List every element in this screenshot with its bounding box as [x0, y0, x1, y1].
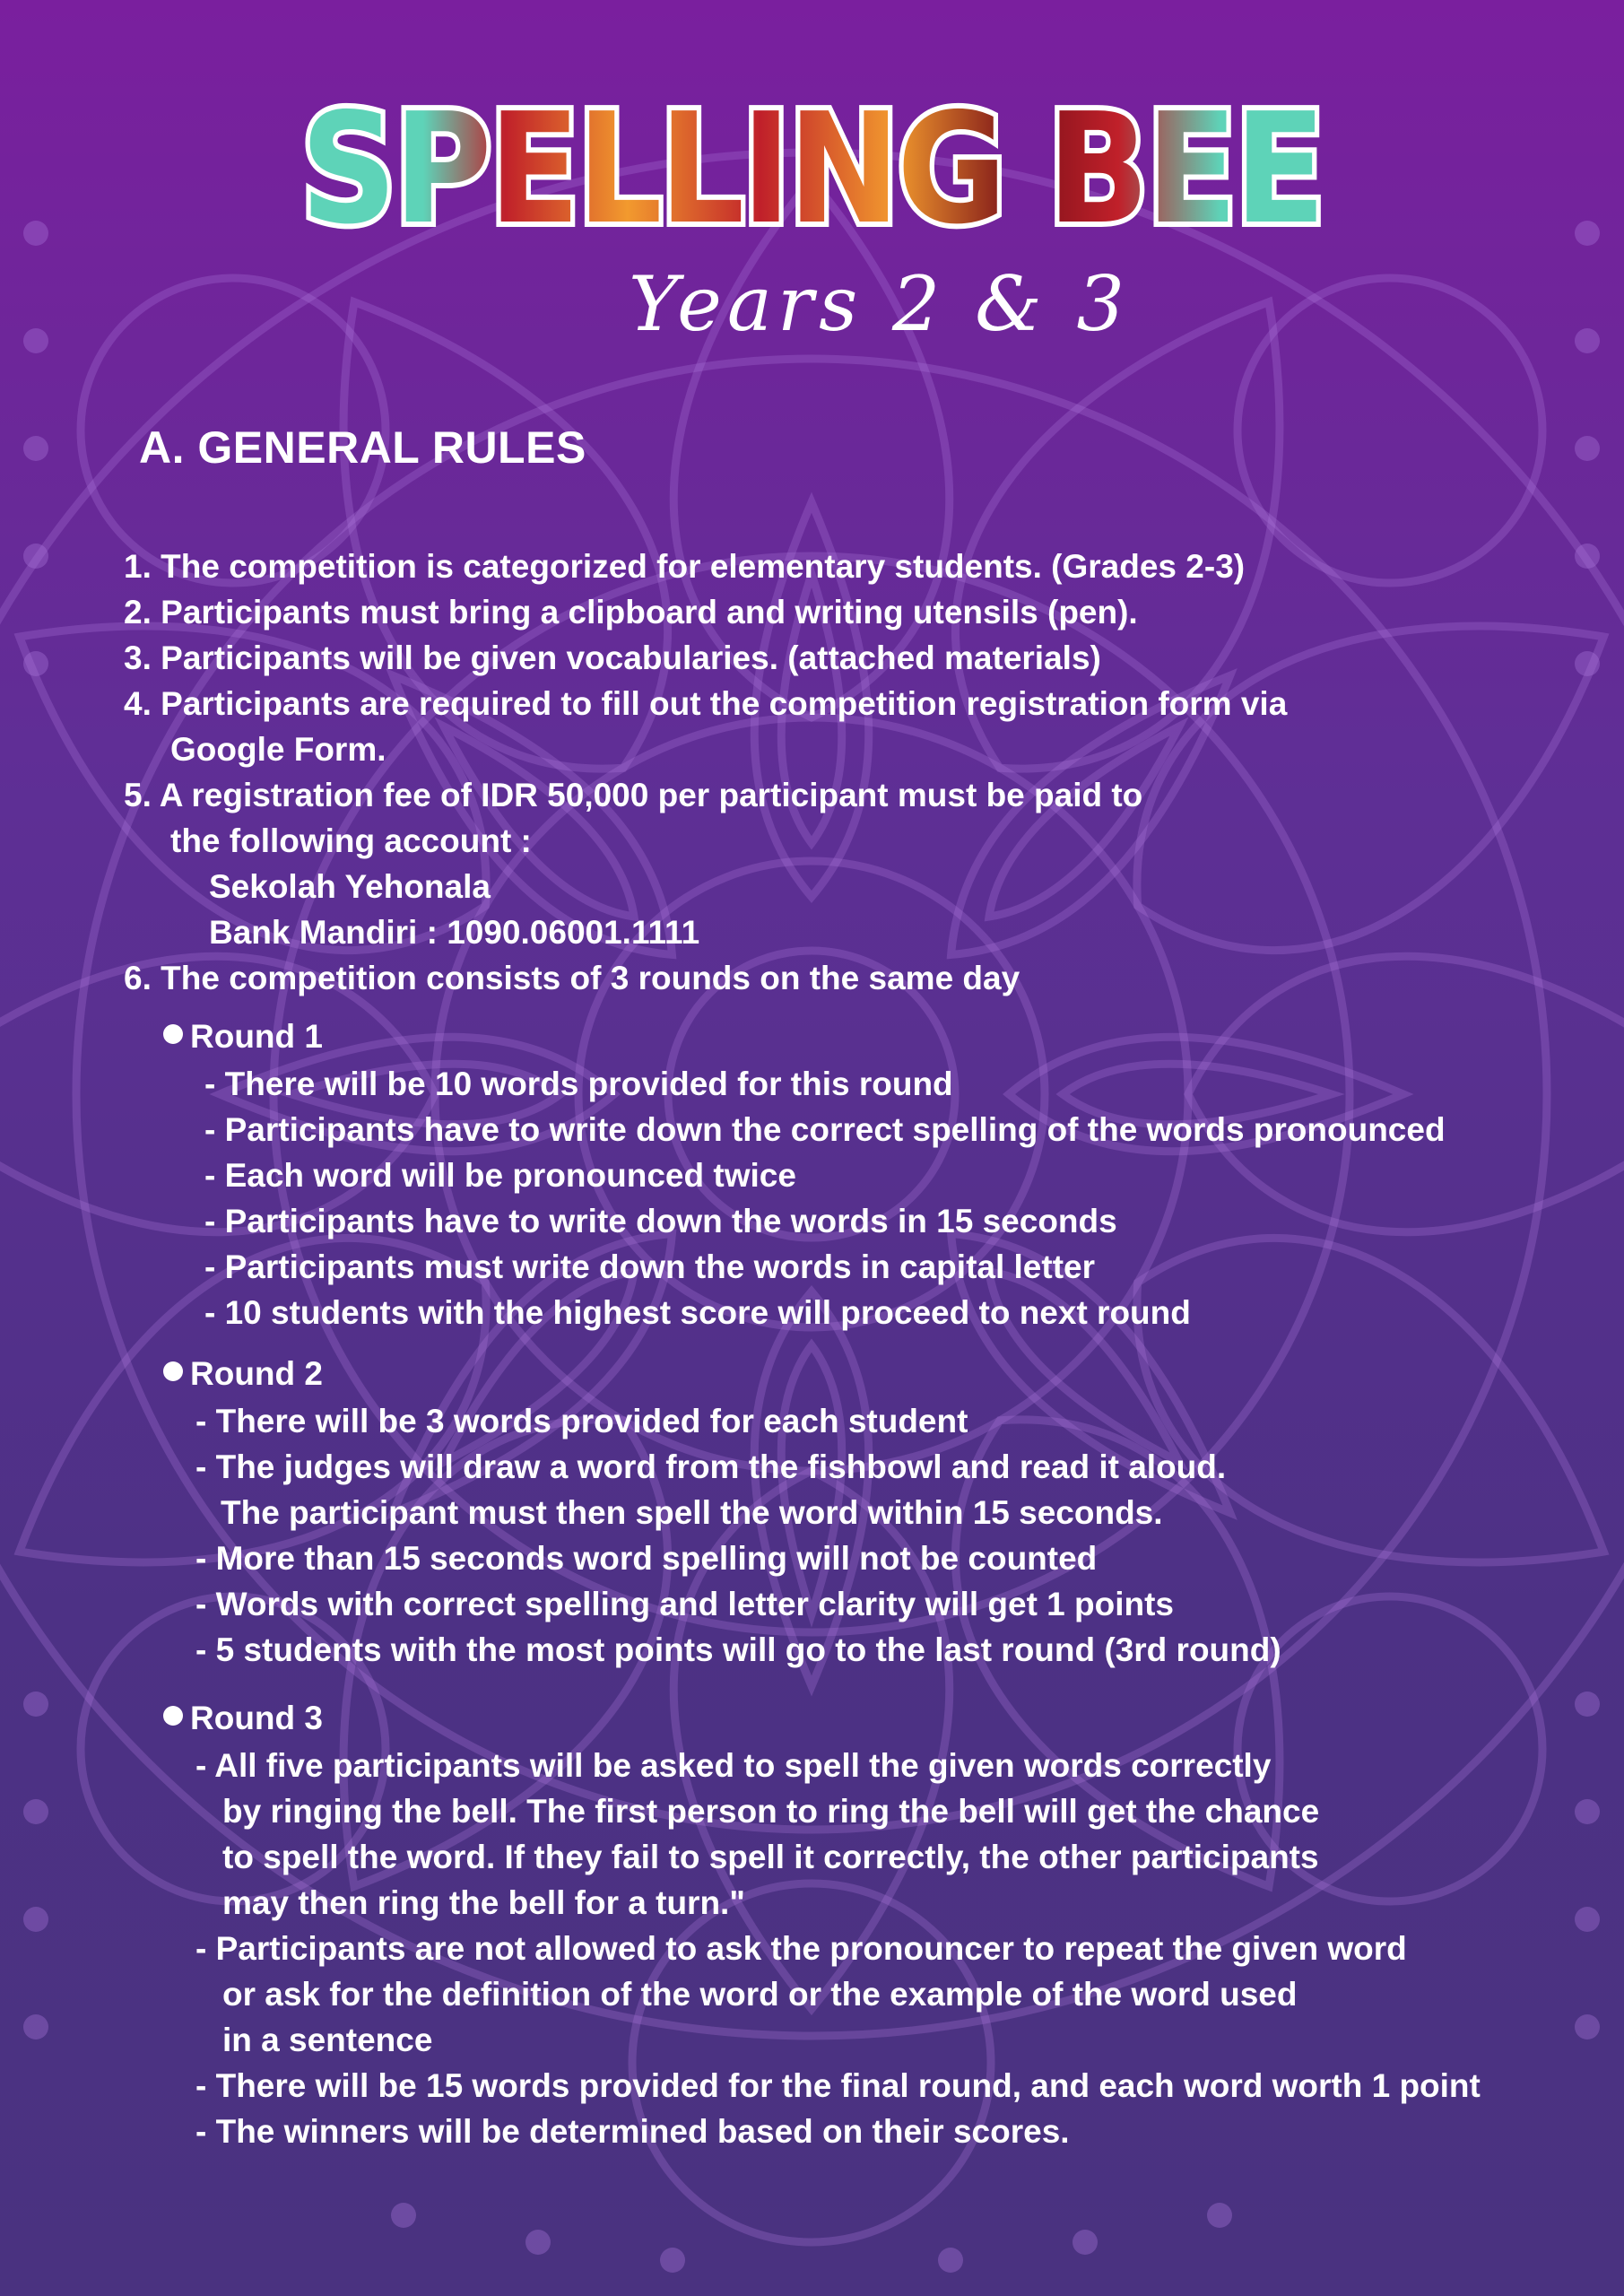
round-2-heading: [163, 1354, 323, 1394]
account-bank: Bank Mandiri : 1090.06001.1111: [209, 914, 700, 951]
bullet-icon: [163, 1706, 183, 1726]
round-3-item: - The winners will be determined based on their scores.: [195, 2113, 1070, 2150]
round-3-item: by ringing the bell. The first person to ring the bell will get the chance: [222, 1793, 1320, 1830]
round-1-item: - There will be 10 words provided for this round: [204, 1065, 953, 1102]
round-3-item: or ask for the definition of the word or the example of the word used: [222, 1976, 1298, 2013]
subtitle: Years 2 & 3: [629, 260, 1130, 348]
rule-5-line-1: 5. A registration fee of IDR 50,000 per participant must be paid to: [124, 777, 1143, 813]
round-3-item: - All five participants will be asked to spell the given words correctly: [195, 1747, 1272, 1784]
rule-1: 1. The competition is categorized for elementary students. (Grades 2-3): [124, 548, 1246, 585]
round-2-item: - The judges will draw a word from the fishbowl and read it aloud.: [195, 1448, 1227, 1485]
rule-3: 3. Participants will be given vocabularies. (attached materials): [124, 639, 1101, 676]
rule-4-line-2: Google Form.: [170, 731, 386, 768]
round-3-item: - Participants are not allowed to ask the pronouncer to repeat the given word: [195, 1930, 1407, 1967]
round-1-label: Round 1: [190, 1018, 323, 1055]
title-text: SPELLING BEE: [300, 85, 1323, 256]
round-3-item: in a sentence: [222, 2022, 433, 2058]
round-2-label: Round 2: [190, 1355, 323, 1392]
round-2-item: - Words with correct spelling and letter clarity will get 1 points: [195, 1586, 1175, 1622]
round-3-item: may then ring the bell for a turn.": [222, 1884, 745, 1921]
rule-4-line-1: 4. Participants are required to fill out the competition registration form via: [124, 685, 1288, 722]
round-1-item: - Participants have to write down the words in 15 seconds: [204, 1203, 1117, 1239]
section-heading: A. GENERAL RULES: [139, 422, 586, 473]
round-3-item: - There will be 15 words provided for the final round, and each word worth 1 point: [195, 2067, 1481, 2104]
round-3-item: to spell the word. If they fail to spell it correctly, the other participants: [222, 1839, 1319, 1875]
round-2-item: - There will be 3 words provided for each student: [195, 1403, 968, 1439]
round-3-label: Round 3: [190, 1700, 323, 1736]
round-1-item: - 10 students with the highest score will proceed to next round: [204, 1294, 1191, 1331]
bullet-icon: [163, 1361, 183, 1381]
round-2-item: - More than 15 seconds word spelling will not be counted: [195, 1540, 1098, 1577]
rule-5-line-2: the following account :: [170, 822, 532, 859]
rule-6: 6. The competition consists of 3 rounds on the same day: [124, 960, 1020, 996]
round-1-item: - Participants must write down the words in capital letter: [204, 1248, 1096, 1285]
round-2-item: - 5 students with the most points will go to the last round (3rd round): [195, 1631, 1281, 1668]
rule-2: 2. Participants must bring a clipboard and writing utensils (pen).: [124, 594, 1138, 631]
account-name: Sekolah Yehonala: [209, 868, 491, 905]
round-1-heading: [163, 1017, 323, 1057]
round-1-item: - Participants have to write down the correct spelling of the words pronounced: [204, 1111, 1446, 1148]
bullet-icon: [163, 1024, 183, 1044]
round-2-item: The participant must then spell the word within 15 seconds.: [221, 1494, 1163, 1531]
round-3-heading: [163, 1699, 323, 1738]
round-1-item: - Each word will be pronounced twice: [204, 1157, 796, 1194]
